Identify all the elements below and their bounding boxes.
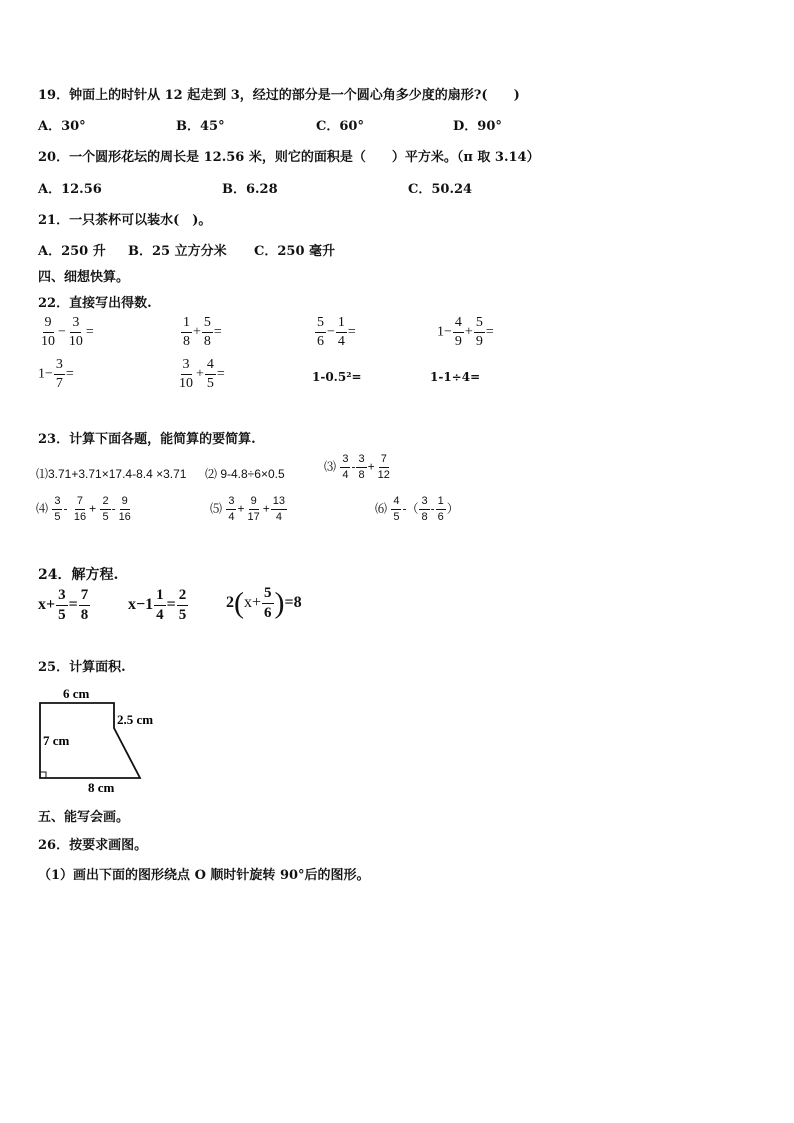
q21-option-c: C．250 毫升 xyxy=(254,244,336,259)
q22-expr-4: 1− $\frac{4}{9}$ + $\frac{5}{9}$ = xyxy=(437,315,494,349)
question-26-sub-1: （1）画出下面的图形绕点 O 顺时针旋转 90°后的图形。 xyxy=(38,868,370,883)
q23-problem-2: ⑵ 9-4.8÷6×0.5 xyxy=(205,467,285,481)
q23-problem-6: ⑹ $\frac{4}{5}$ -（ $\frac{3}{8}$ - $\frac{1}{6}$ ） xyxy=(375,495,459,523)
q21-option-b: B．25 立方分米 xyxy=(128,244,227,259)
label-left: 7 cm xyxy=(43,733,70,748)
q22-expr-1: $\frac{9}{10}$ − $\frac{3}{10}$ = xyxy=(41,315,94,349)
q23-problem-3: ⑶ $\frac{3}{4}$ - $\frac{3}{8}$ + $\frac{7}{12}$ xyxy=(324,453,390,481)
q20-option-b: B．6.28 xyxy=(222,182,278,197)
trapezoid-figure xyxy=(30,686,210,798)
q19-option-b: B．45° xyxy=(176,119,225,134)
q24-equation-3: 2(x+ $\frac{5}{6}$ )=8 xyxy=(226,585,302,621)
q19-option-c: C．60° xyxy=(316,119,364,134)
q24-equation-1: x+ $\frac{3}{5}$ = $\frac{7}{8}$ xyxy=(38,587,89,623)
label-bottom: 8 cm xyxy=(88,780,115,795)
q23-problem-4: ⑷ $\frac{3}{5}$ - $\frac{7}{16}$ + $\frac{2}{5}$ - $\frac{9}{16}$ xyxy=(36,495,131,523)
question-19-stem: 19．钟面上的时针从 12 起走到 3，经过的部分是一个圆心角多少度的扇形?( ) xyxy=(38,88,520,103)
question-24-title: 24．解方程. xyxy=(38,567,119,583)
label-right: 2.5 cm xyxy=(117,712,154,727)
q20-option-c: C．50.24 xyxy=(408,182,473,197)
question-22-title: 22．直接写出得数. xyxy=(38,296,152,311)
label-top: 6 cm xyxy=(63,686,90,701)
section-4-heading: 四、细想快算。 xyxy=(38,270,130,285)
section-5-heading: 五、能写会画。 xyxy=(38,810,130,825)
question-21-stem: 21．一只茶杯可以装水( )。 xyxy=(38,213,212,228)
q22-expr-5: 1− $\frac{3}{7}$ = xyxy=(38,357,74,391)
q19-option-d: D．90° xyxy=(453,119,502,134)
q21-option-a: A．250 升 xyxy=(38,244,106,259)
question-23-title: 23．计算下面各题，能简算的要简算. xyxy=(38,432,256,447)
q22-expr-7: 1-0.5²= xyxy=(312,370,362,384)
question-26-title: 26．按要求画图。 xyxy=(38,838,148,853)
q23-problem-5: ⑸ $\frac{3}{4}$ + $\frac{9}{17}$ + $\frac{13}{4}$ xyxy=(210,495,286,523)
q23-problem-1: ⑴3.71+3.71×17.4-8.4 ×3.71 xyxy=(36,467,187,481)
q19-option-a: A．30° xyxy=(38,119,86,134)
question-20-stem: 20．一个圆形花坛的周长是 12.56 米，则它的面积是（ ）平方米。（π 取 3.14） xyxy=(38,150,540,165)
question-25-title: 25．计算面积. xyxy=(38,660,126,675)
q22-expr-3: $\frac{5}{6}$ − $\frac{1}{4}$ = xyxy=(317,315,356,349)
q20-option-a: A．12.56 xyxy=(38,182,102,197)
q22-expr-6: $\frac{3}{10}$ + $\frac{4}{5}$ = xyxy=(179,357,225,391)
q24-equation-2: x−1 $\frac{1}{4}$ = $\frac{2}{5}$ xyxy=(128,587,187,623)
q22-expr-2: $\frac{1}{8}$ + $\frac{5}{8}$ = xyxy=(183,315,222,349)
q22-expr-8: 1-1÷4= xyxy=(430,370,481,384)
